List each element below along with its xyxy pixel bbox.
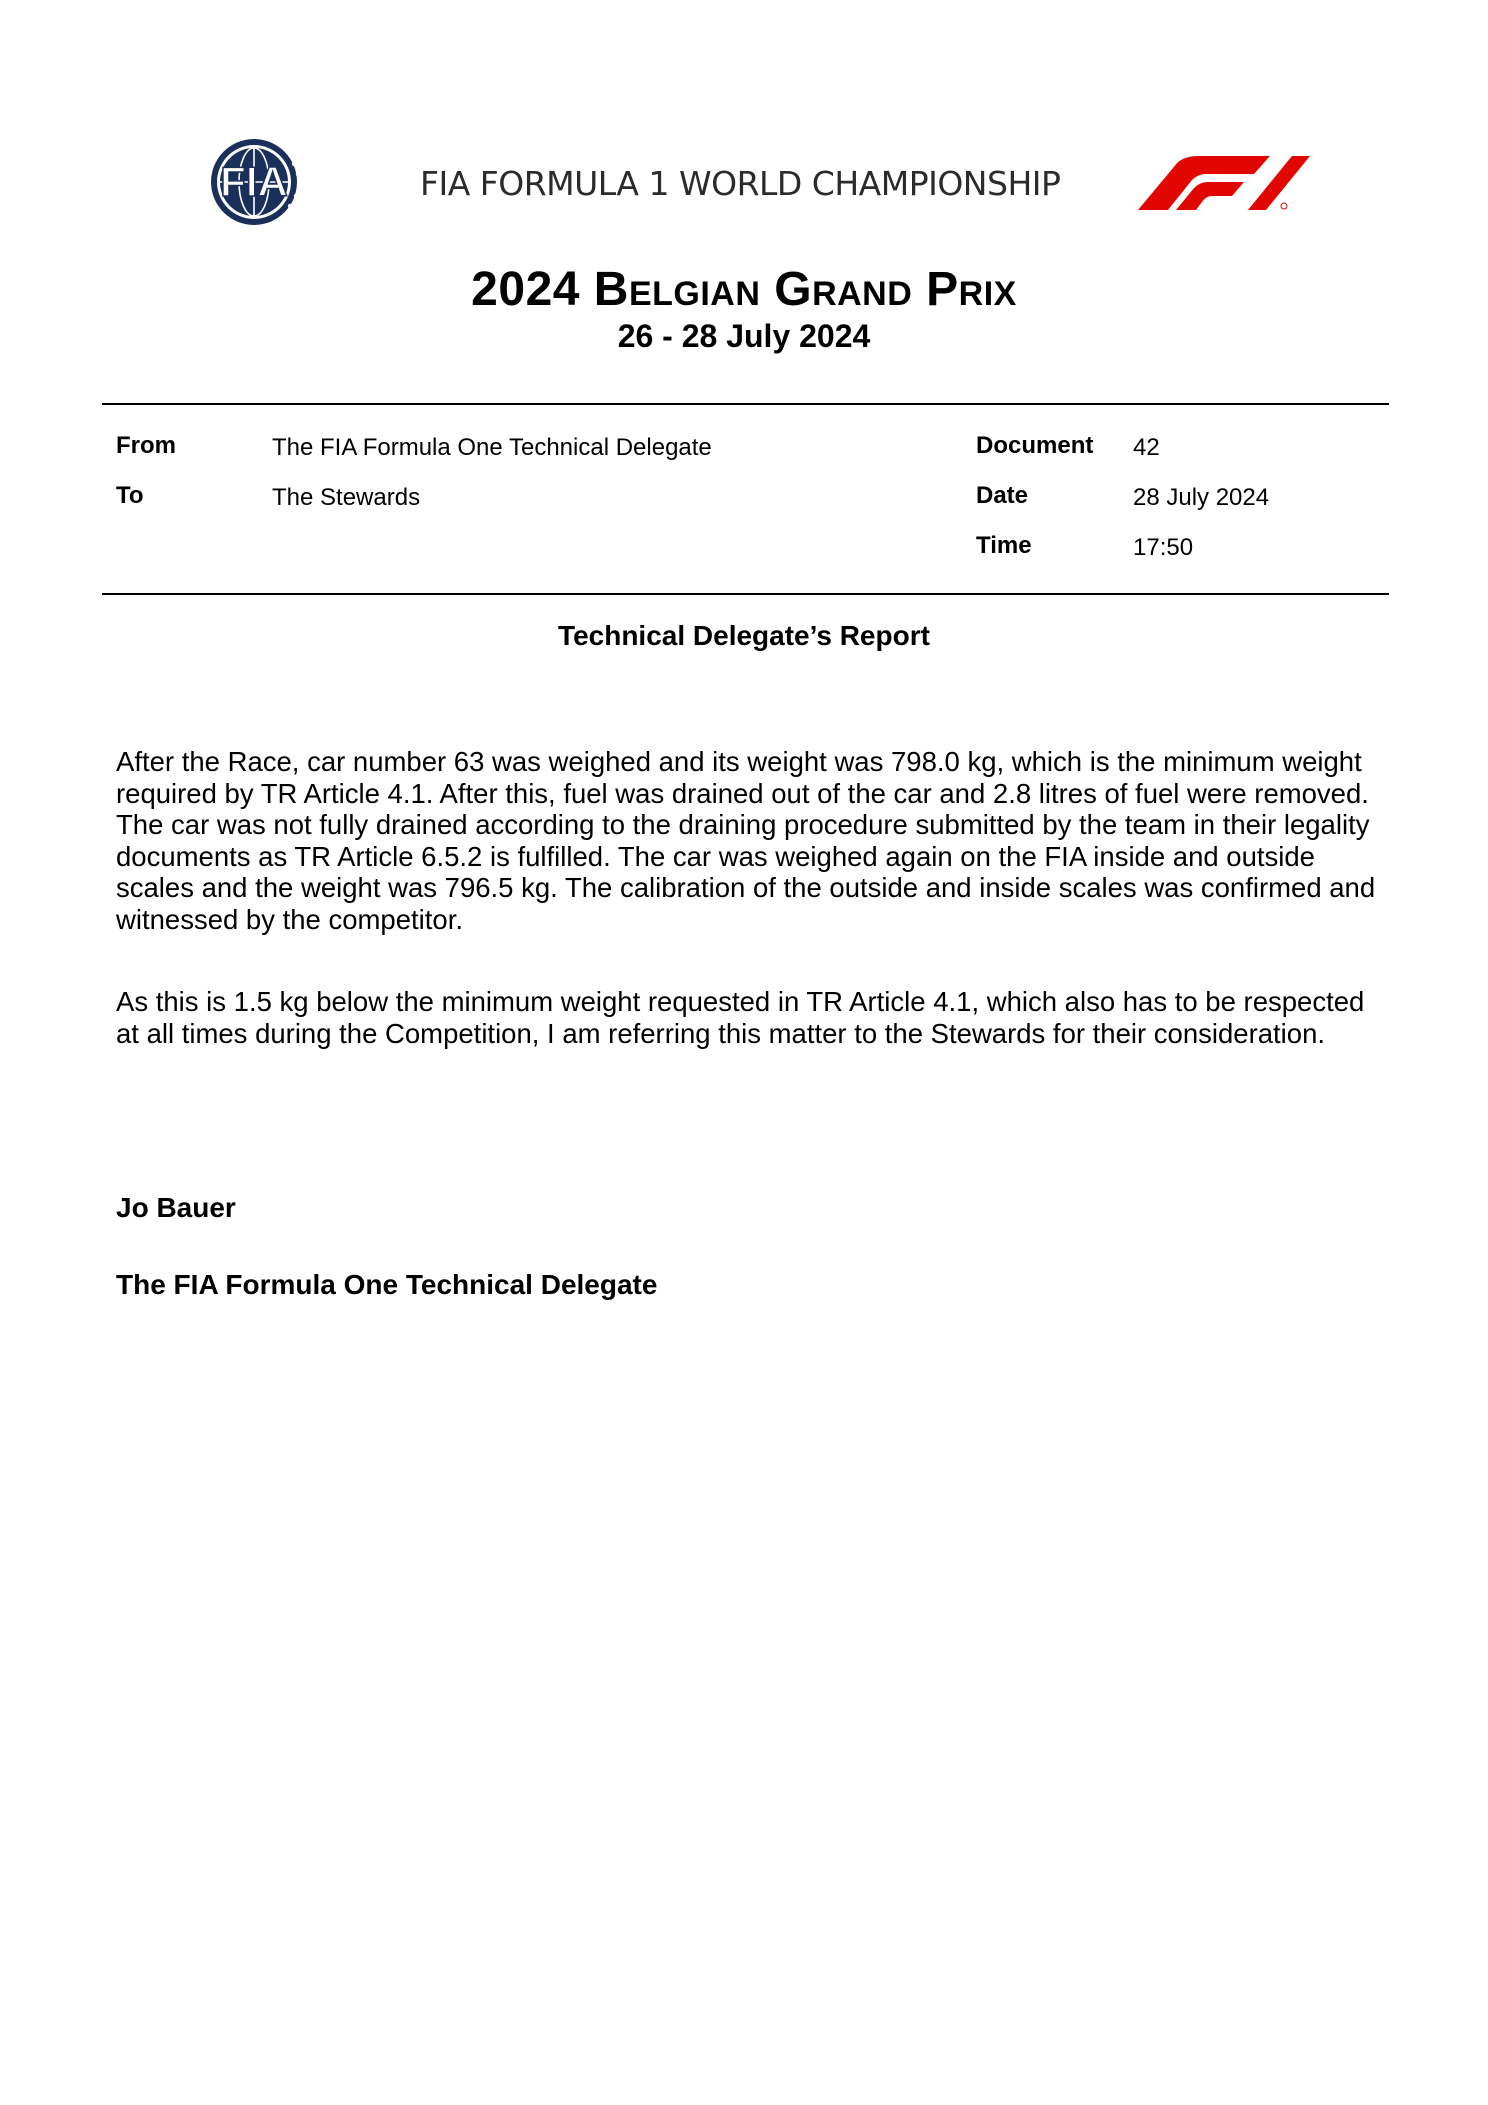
report-title: Technical Delegate’s Report bbox=[558, 620, 930, 651]
signatory-role: The FIA Formula One Technical Delegate bbox=[116, 1269, 658, 1300]
to-label: To bbox=[116, 482, 144, 509]
date-value: 28 July 2024 bbox=[1133, 484, 1270, 511]
championship-title: FIA FORMULA 1 WORLD CHAMPIONSHIP bbox=[420, 164, 1061, 203]
header-divider-bottom bbox=[102, 593, 1389, 595]
signatory-name: Jo Bauer bbox=[116, 1192, 236, 1223]
to-value: The Stewards bbox=[272, 484, 421, 511]
date-label: Date bbox=[976, 482, 1029, 509]
document-label: Document bbox=[976, 432, 1094, 459]
document-value: 42 bbox=[1133, 434, 1160, 461]
report-paragraph: As this is 1.5 kg below the minimum weight requested in TR Article 4.1, which also has to be respected at all times during the Competition, I am referring this matter to the Stewards for their consideration. bbox=[116, 986, 1365, 1049]
from-value: The FIA Formula One Technical Delegate bbox=[272, 434, 712, 461]
event-title: 2024 Belgian Grand Prix bbox=[471, 263, 1017, 316]
from-label: From bbox=[116, 432, 176, 459]
svg-text:FIA: FIA bbox=[220, 158, 288, 205]
f1-logo-icon bbox=[1120, 156, 1310, 210]
report-paragraph: After the Race, car number 63 was weighed and its weight was 798.0 kg, which is the minimum weight required by TR Article 4.1. After this, fuel was drained out of the car and 2.8 litres of fuel were removed. The car was not fully drained according to the draining procedure submitted by the team in their legality documents as TR Article 6.5.2 is fulfilled. The car was weighed again on the FIA inside and outside scales and the weight was 796.5 kg. The calibration of the outside and inside scales was confirmed and witnessed by the competitor. bbox=[116, 746, 1376, 935]
event-dates: 26 - 28 July 2024 bbox=[617, 318, 871, 354]
time-label: Time bbox=[976, 532, 1032, 559]
fia-logo bbox=[190, 138, 318, 226]
header-divider-top bbox=[102, 403, 1389, 405]
time-value: 17:50 bbox=[1133, 534, 1194, 561]
